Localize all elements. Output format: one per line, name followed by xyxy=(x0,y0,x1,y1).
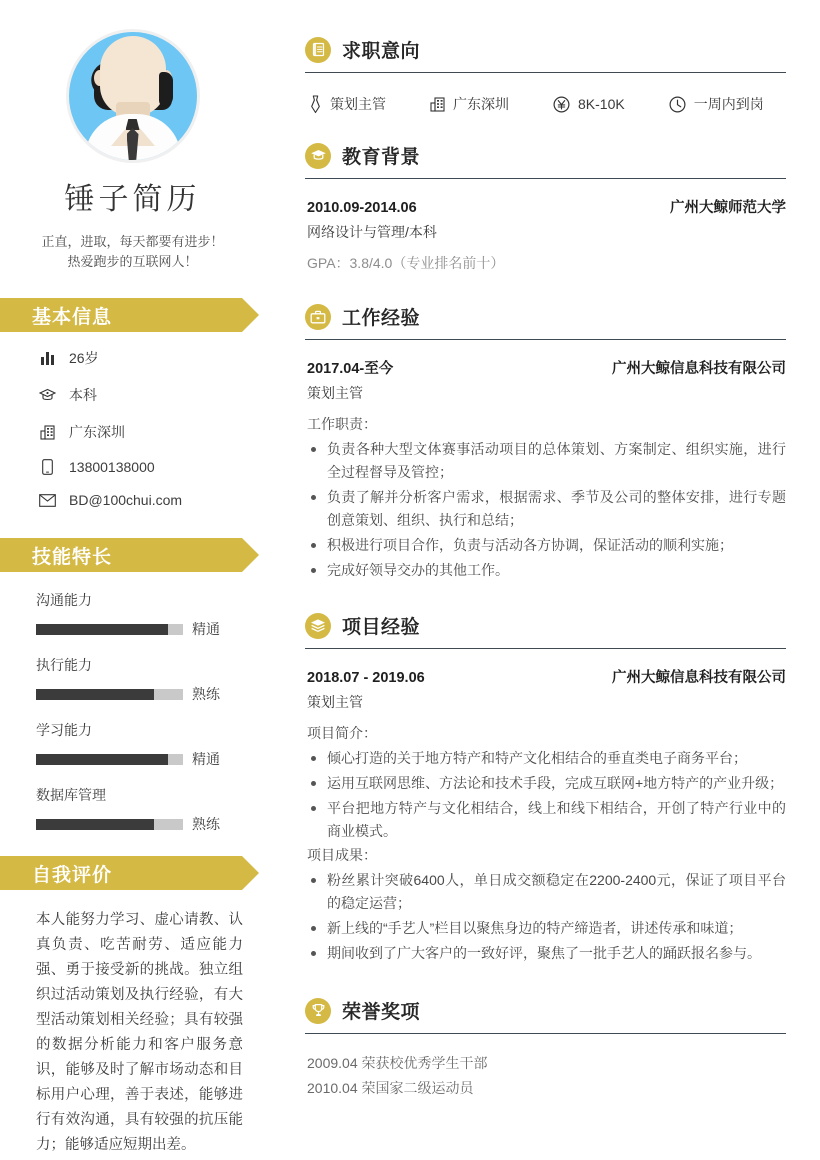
list-item: 负责各种大型文体赛事活动项目的总体策划、方案制定、组织实施，进行全过程督导及管控； xyxy=(307,438,786,484)
skill-item xyxy=(36,590,265,639)
section-honors xyxy=(305,997,786,1101)
objective-item-salary xyxy=(553,96,625,113)
skill-level-label: 熟练 xyxy=(192,816,220,832)
objective-value: 策划主管 xyxy=(330,96,386,112)
section-work-experience xyxy=(305,303,786,602)
list-item: 粉丝累计突破6400人，单日成交额稳定在2200-2400元，保证了项目平台的稳定运营； xyxy=(307,869,786,915)
phone-icon xyxy=(38,459,56,475)
objective-item-position xyxy=(309,94,386,114)
honor-item: 2009.04 荣获校优秀学生干部 xyxy=(307,1055,488,1071)
section-divider xyxy=(305,648,786,649)
yen-icon xyxy=(553,96,570,113)
skill-bar-row xyxy=(36,814,265,834)
section-divider xyxy=(305,178,786,179)
section-title: 教育背景 xyxy=(342,147,421,168)
trophy-icon xyxy=(305,998,331,1024)
profile-tagline xyxy=(0,232,265,272)
section-header xyxy=(305,997,786,1024)
section-education xyxy=(305,142,786,291)
section-banner-label: 自我评价 xyxy=(32,864,113,886)
section-banner-self-evaluation xyxy=(0,856,242,890)
project-position: 策划主管 xyxy=(307,694,363,710)
list-item: 负责了解并分析客户需求，根据需求、季节及公司的整体安排，进行专题创意策划、组织、执行和总结； xyxy=(307,486,786,532)
section-title: 荣誉奖项 xyxy=(342,1002,421,1023)
list-item: 新上线的“手艺人”栏目以聚焦身边的特产缔造者，讲述传承和味道； xyxy=(307,917,786,940)
objective-value: 8K-10K xyxy=(578,96,625,112)
education-entry-header xyxy=(307,196,786,217)
section-title: 工作经验 xyxy=(342,308,421,329)
section-divider xyxy=(305,1033,786,1034)
info-value-phone: 13800138000 xyxy=(69,459,155,475)
info-row-age xyxy=(38,348,265,368)
self-evaluation-text: 本人能努力学习、虚心请教、认真负责、吃苦耐劳、适应能力强、勇于接受新的挑战。独立组织过活动策划及执行经验，有大型活动策划相关经验；具有较强的数据分析能力和客户服务意识，能够及时了解市场动态和目标用户心理，善于表述，能够进行有效沟通，具有较强的抗压能力；能够适应短期出差。 xyxy=(36,912,243,1153)
project-results-list xyxy=(307,869,786,965)
graduation-cap-icon xyxy=(38,388,56,403)
project-entry xyxy=(305,666,786,985)
graduation-cap-icon xyxy=(305,143,331,169)
project-intro-list xyxy=(307,747,786,843)
avatar-wrapper xyxy=(0,32,265,160)
project-entry-header xyxy=(307,666,786,687)
tie-icon xyxy=(309,95,322,114)
education-gpa: GPA：3.8/4.0（专业排名前十） xyxy=(307,255,505,271)
skill-level-label: 精通 xyxy=(192,621,220,637)
project-company: 广州大鲸信息科技有限公司 xyxy=(612,670,786,686)
project-results-label: 项目成果： xyxy=(307,847,377,863)
tagline-line-2: 热爱跑步的互联网人！ xyxy=(67,254,198,269)
skill-progress-fill xyxy=(36,624,168,635)
objective-value: 一周内到岗 xyxy=(693,96,764,112)
education-entry xyxy=(305,196,786,291)
list-item: 运用互联网思维、方法论和技术手段，完成互联网+地方特产的产业升级； xyxy=(307,772,786,795)
page-title: 锤子简历 xyxy=(64,183,201,216)
work-entry xyxy=(305,357,786,602)
skill-item xyxy=(36,720,265,769)
section-banner-basic-info xyxy=(0,298,242,332)
skill-bar-row xyxy=(36,749,265,769)
education-major: 网络设计与管理/本科 xyxy=(307,224,437,240)
info-row-phone xyxy=(38,459,265,475)
tagline-line-1: 正直，进取，每天都要有进步！ xyxy=(41,234,224,249)
section-header xyxy=(305,36,786,63)
work-entry-header xyxy=(307,357,786,378)
skill-progress-fill xyxy=(36,754,168,765)
work-position: 策划主管 xyxy=(307,385,363,401)
education-school: 广州大鲸师范大学 xyxy=(670,200,786,216)
info-row-location xyxy=(38,422,265,442)
basic-info-list xyxy=(0,348,265,508)
section-title: 求职意向 xyxy=(342,41,421,62)
section-banner-label: 技能特长 xyxy=(32,546,113,568)
envelope-icon xyxy=(38,494,56,507)
sidebar xyxy=(0,0,265,1160)
section-divider xyxy=(305,72,786,73)
section-banner-label: 基本信息 xyxy=(32,306,113,328)
document-icon xyxy=(305,37,331,63)
info-value-age: 26岁 xyxy=(69,350,99,366)
skill-label: 数据库管理 xyxy=(36,787,106,803)
skill-progress-fill xyxy=(36,819,154,830)
avatar xyxy=(69,32,197,160)
info-row-education xyxy=(38,385,265,405)
section-project-experience xyxy=(305,612,786,985)
objective-items xyxy=(305,90,786,136)
main-column xyxy=(265,0,820,1160)
skill-bar-row xyxy=(36,619,265,639)
list-item: 积极进行项目合作，负责与活动各方协调，保证活动的顺利实施； xyxy=(307,534,786,557)
section-header xyxy=(305,142,786,169)
project-period: 2018.07 - 2019.06 xyxy=(307,670,425,686)
list-item: 完成好领导交办的其他工作。 xyxy=(307,559,786,582)
objective-item-location xyxy=(430,94,509,114)
skill-label: 执行能力 xyxy=(36,657,92,673)
project-intro-label: 项目简介： xyxy=(307,725,377,741)
section-title: 项目经验 xyxy=(342,617,421,638)
briefcase-icon xyxy=(305,304,331,330)
skill-progress-track xyxy=(36,754,183,765)
skill-progress-track xyxy=(36,689,183,700)
skill-item xyxy=(36,655,265,704)
info-value-education: 本科 xyxy=(69,387,97,403)
work-company: 广州大鲸信息科技有限公司 xyxy=(612,361,786,377)
section-divider xyxy=(305,339,786,340)
avatar-hair-side xyxy=(159,72,173,106)
honor-item: 2010.04 荣国家二级运动员 xyxy=(307,1080,474,1096)
skill-level-label: 熟练 xyxy=(192,686,220,702)
skill-progress-fill xyxy=(36,689,154,700)
info-value-location: 广东深圳 xyxy=(69,424,125,440)
skills-list xyxy=(0,588,265,834)
objective-item-availability xyxy=(669,94,764,114)
skill-item xyxy=(36,785,265,834)
info-row-email xyxy=(38,492,265,508)
work-duties-list xyxy=(307,438,786,582)
list-item: 平台把地方特产与文化相结合，线上和线下相结合，开创了特产行业中的商业模式。 xyxy=(307,797,786,843)
education-period: 2010.09-2014.06 xyxy=(307,200,417,216)
section-objective xyxy=(305,36,786,136)
building-icon xyxy=(38,425,56,440)
section-banner-skills xyxy=(0,538,242,572)
clock-icon xyxy=(669,96,686,113)
skill-bar-row xyxy=(36,684,265,704)
work-period: 2017.04-至今 xyxy=(307,361,394,377)
skill-level-label: 精通 xyxy=(192,751,220,767)
list-item: 期间收到了广大客户的一致好评，聚焦了一批手艺人的踊跃报名参与。 xyxy=(307,942,786,965)
info-value-email: BD@100chui.com xyxy=(69,492,183,508)
list-item: 倾心打造的关于地方特产和特产文化相结合的垂直类电子商务平台； xyxy=(307,747,786,770)
layers-icon xyxy=(305,613,331,639)
skill-label: 沟通能力 xyxy=(36,592,92,608)
bar-chart-icon xyxy=(38,351,56,365)
skill-label: 学习能力 xyxy=(36,722,92,738)
work-duties-label: 工作职责： xyxy=(307,416,377,432)
objective-value: 广东深圳 xyxy=(453,96,509,112)
skill-progress-track xyxy=(36,624,183,635)
section-header xyxy=(305,612,786,639)
building-icon xyxy=(430,97,445,112)
section-header xyxy=(305,303,786,330)
skill-progress-track xyxy=(36,819,183,830)
